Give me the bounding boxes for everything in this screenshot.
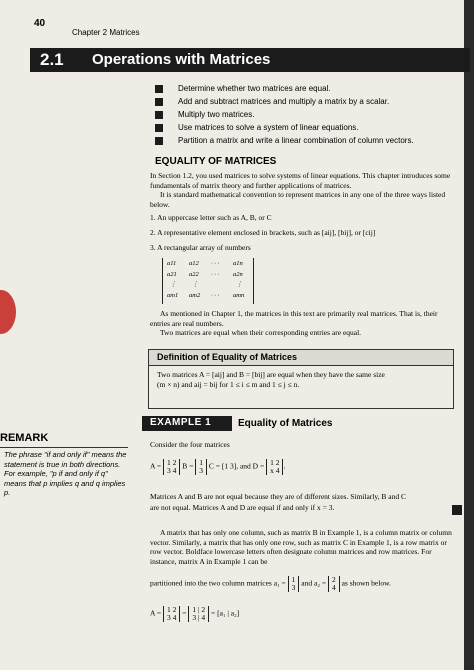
intro-paragraph: In Section 1.2, you used matrices to solve systems of linear equations. This chapter introduces some fundamentals of matrix theory and further applications of matrices. [150,171,451,190]
partition-line: partitioned into the two column matrices a₁ = 1 3 and a₂ = 2 4 as shown below. [150,575,391,592]
definition-header [149,350,453,366]
example-conclusion: Matrices A and B are not equal because they are of different sizes. Similarly, B and C [150,492,406,501]
equal-paragraph: Two matrices are equal when their corresponding entries are equal. [160,328,362,337]
example-label-box [142,416,232,431]
page-number: 40 [34,18,46,29]
definition-text: Two matrices A = [aij] and B = [bij] are equal when they have the same size (m × n) and aij = bij for 1 ≤ i ≤ m and 1 ≤ j ≤ n. [157,370,385,389]
chapter-header: Chapter 2 Matrices [72,28,140,37]
square-bullet-icon [155,111,163,119]
example-matrices-row: A = 1 2 3 4 B = 1 3 C = [1 3], and D = 1 2 x 4 . [150,458,286,475]
square-bullet-icon [155,98,163,106]
list-item: 2. A representative element enclosed in brackets, such as [aij], [bij], or [cij] [150,228,376,237]
section-title: Operations with Matrices [92,51,271,68]
column-matrix-a1: 1 3 [288,576,300,592]
convention-paragraph: It is standard mathematical convention to represent matrices in any one of the three ways listed below. [150,190,446,209]
definition-box [148,349,454,409]
end-of-example-icon [452,505,462,515]
example-label: EXAMPLE 1 [150,417,212,428]
matrix-A-full: 1 2 3 4 [163,606,180,622]
square-bullet-icon [155,137,163,145]
general-matrix: a11 a12 · · · a1n a21 a22 · · · a2n ⋮ ⋮ ⋮ am1 am2 · · · amn [162,258,254,304]
partition-equation: A = 1 2 3 4 = 1 | 2 3 | 4 = [a₁ | a₂] [150,605,240,622]
textbook-page: 40 Chapter 2 Matrices 2.1 Operations with Matrices Determine whether two matrices are equal. Add and subtract matrices and multiply a matrix by a scalar. Multiply two matrices. Use matrices to solve a system of linear equations. Partition a matrix and write a linear combination of column vectors. EQUALITY OF MATRICES In Section 1.2, you used matrices to solve systems of linear equations. This chapter introduces some fundamentals of matrix theory and further applications of matrices. It is standard mathematical convention to represent matrices in any one of the three ways listed below. 1. An uppercase letter such as A, B, or C 2. A representative element enclosed in brackets, such as [aij], [bij], or [cij] 3. A rectangular array of numbers a11 a12 · · · a1n a21 a22 · · · a2n ⋮ ⋮ ⋮ am1 am2 · · · amn As mentioned in Chapter 1, the matrices in this text are primarily real matrices. That is, their entries are real numbers. Two matrices are equal when their corresponding entries are equal. Definition of Equality of Matrices Two matrices A = [aij] and B = [bij] are equal when they have the same size (m × n) and aij = bij for 1 ≤ i ≤ m and 1 ≤ j ≤ n. EXAMPLE 1 Equality of Matrices REMARK The phrase "if and only if" means the statement is true in both directions. For example, "p if and only if q" means that p implies q and q implies p. Consider the four matrices A = 1 2 3 4 B = 1 3 C = [1 3], and D = 1 2 x 4 . Matrices A and B are not equal because they are of different sizes. Similarly, B and C are not equal. Matrices A and D are equal if and only if x = 3. A matrix that has only one column, such as matrix B in Example 1, is a column matrix or column vector. Similarly, a matrix that has only one row, such as matrix C in Example 1, is a row matrix or row vector. Boldface lowercase letters often designate column matrices and row matrices. For instance, matrix A in Example 1 can be partitioned into the two column matrices a₁ = 1 3 and a₂ = 2 4 as shown below. A = 1 2 3 4 = 1 | 2 3 | 4 = [a₁ | a₂] [0,0,474,670]
section-title-bar [30,48,470,72]
square-bullet-icon [155,85,163,93]
square-bullet-icon [155,124,163,132]
column-vector-paragraph: A matrix that has only one column, such as matrix B in Example 1, is a column matrix or column vector. Similarly, a matrix that has only one row, such as matrix C in Example 1, is a row matrix or row vector. Boldface lowercase letters often designate column matrices and row matrices. For instance, matrix A in Example 1 can be [150,528,452,566]
matrix-D: 1 2 x 4 [266,459,283,475]
matrix-B: 1 3 [195,459,207,475]
section-number: 2.1 [40,50,64,69]
matrix-A: 1 2 3 4 [163,459,180,475]
list-item: 1. An uppercase letter such as A, B, or C [150,213,272,222]
list-item: 3. A rectangular array of numbers [150,243,251,252]
column-matrix-a2: 2 4 [328,576,340,592]
example-title: Equality of Matrices [238,418,333,429]
subsection-heading: EQUALITY OF MATRICES [155,156,277,167]
remark-divider [0,447,128,448]
page-edge-shadow [464,0,474,670]
page-tab-marker [0,290,16,334]
remark-title: REMARK [0,432,49,444]
example-conclusion: are not equal. Matrices A and D are equal if and only if x = 3. [150,503,335,512]
real-matrices-paragraph: As mentioned in Chapter 1, the matrices in this text are primarily real matrices. That is, their entries are real numbers. [150,309,438,328]
definition-title: Definition of Equality of Matrices [157,352,298,362]
remark-text: The phrase "if and only if" means the statement is true in both directions. For example, "p if and only if q" means that p implies q and q implies p. [4,450,127,497]
example-intro: Consider the four matrices [150,440,230,449]
matrix-A-partitioned: 1 | 2 3 | 4 [188,606,209,622]
